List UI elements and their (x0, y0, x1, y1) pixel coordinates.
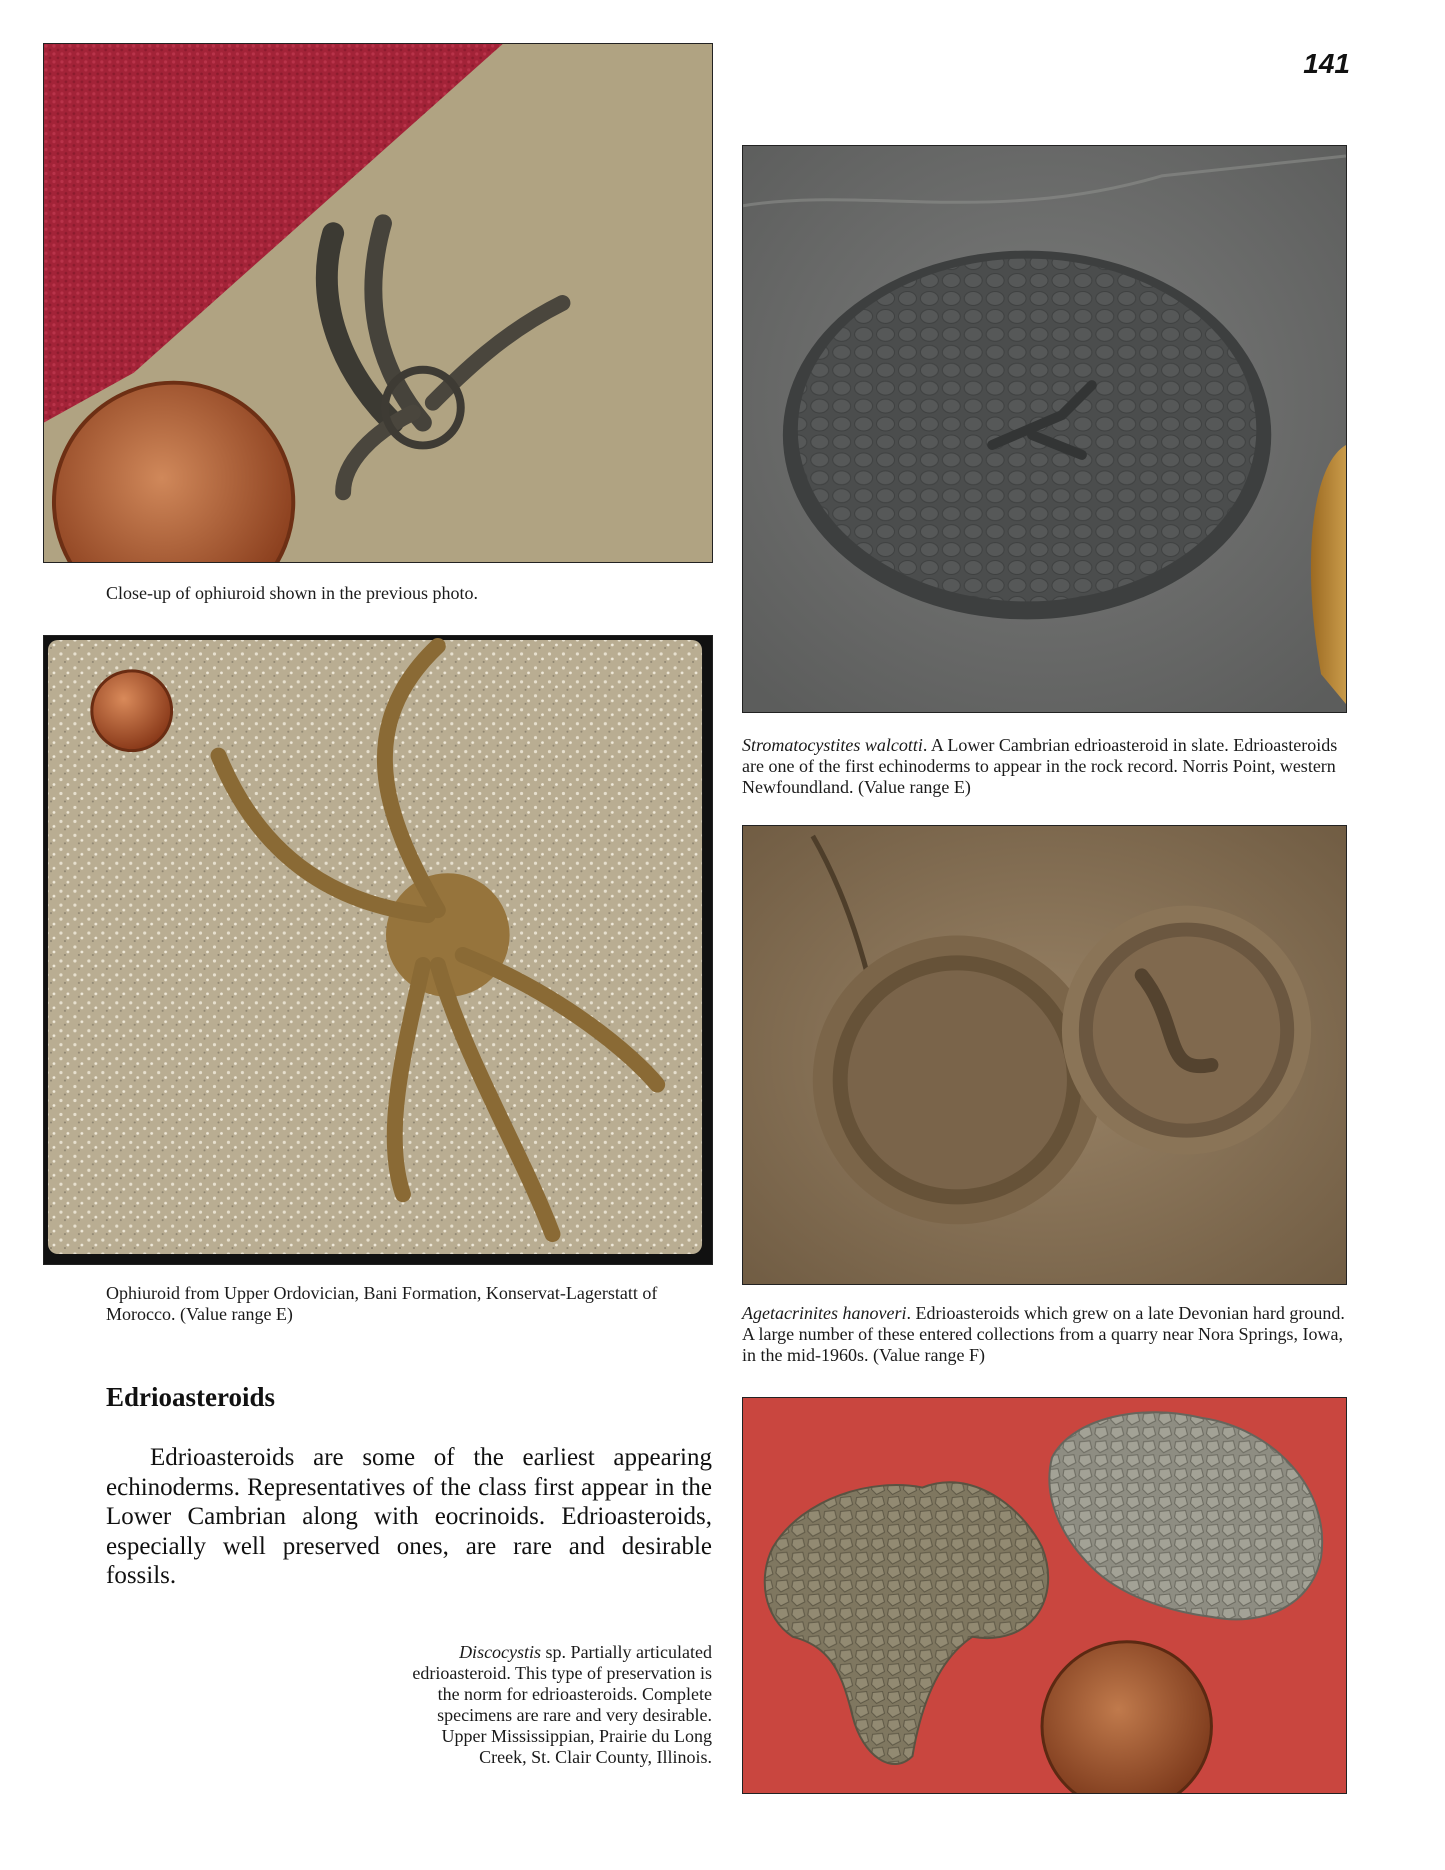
photo-discocystis (742, 1397, 1347, 1794)
section-body: Edrioasteroids are some of the earliest appearing echinoderms. Representatives of the class first appear in the Lower Cambrian along with eocrinoids. Edrioasteroids, especially well preserved ones, are rare and desirable fossils. (106, 1444, 712, 1589)
caption-stromatocystites-species: Stromatocystites walcotti (742, 735, 923, 755)
caption-discocystis (398, 1642, 712, 1768)
caption-agetacrinites-text: . Edrioasteroids which grew on a late Devonian hard ground. A large number of these entered collections from a quarry near Nora Springs, Iowa, in the mid-1960s. (Value range F) (742, 1303, 1345, 1365)
section-heading: Edrioasteroids (106, 1382, 276, 1412)
caption-ophiuroid-closeup: Close-up of ophiuroid shown in the previous photo. (106, 583, 478, 603)
caption-agetacrinites-species: Agetacrinites hanoveri (742, 1303, 907, 1323)
caption-stromatocystites-text: . A Lower Cambrian edrioasteroid in slate. Edrioasteroids are one of the first echinoderms to appear in the rock record. Norris Point, western Newfoundland. (Value range E) (742, 735, 1338, 797)
photo-ophiuroid-closeup (43, 43, 713, 563)
caption-ophiuroid-morocco: Ophiuroid from Upper Ordovician, Bani Formation, Konservat-Lagerstatt of Morocco. (Value range E) (106, 1283, 658, 1324)
caption-discocystis-text: sp. Partially articulated edrioasteroid. This type of preservation is the norm for edrioasteroids. Complete specimens are rare and very desirable. Upper Mississippian, Prairie du Long Creek, St. Clair County, Illinois. (412, 1642, 712, 1767)
photo-stromatocystites (742, 145, 1347, 713)
caption-discocystis-species: Discocystis (459, 1642, 542, 1662)
page-number: 141 (1303, 48, 1350, 79)
photo-agetacrinites (742, 825, 1347, 1285)
photo-ophiuroid-morocco (43, 635, 713, 1265)
caption-stromatocystites (742, 735, 1348, 798)
caption-agetacrinites (742, 1303, 1348, 1366)
